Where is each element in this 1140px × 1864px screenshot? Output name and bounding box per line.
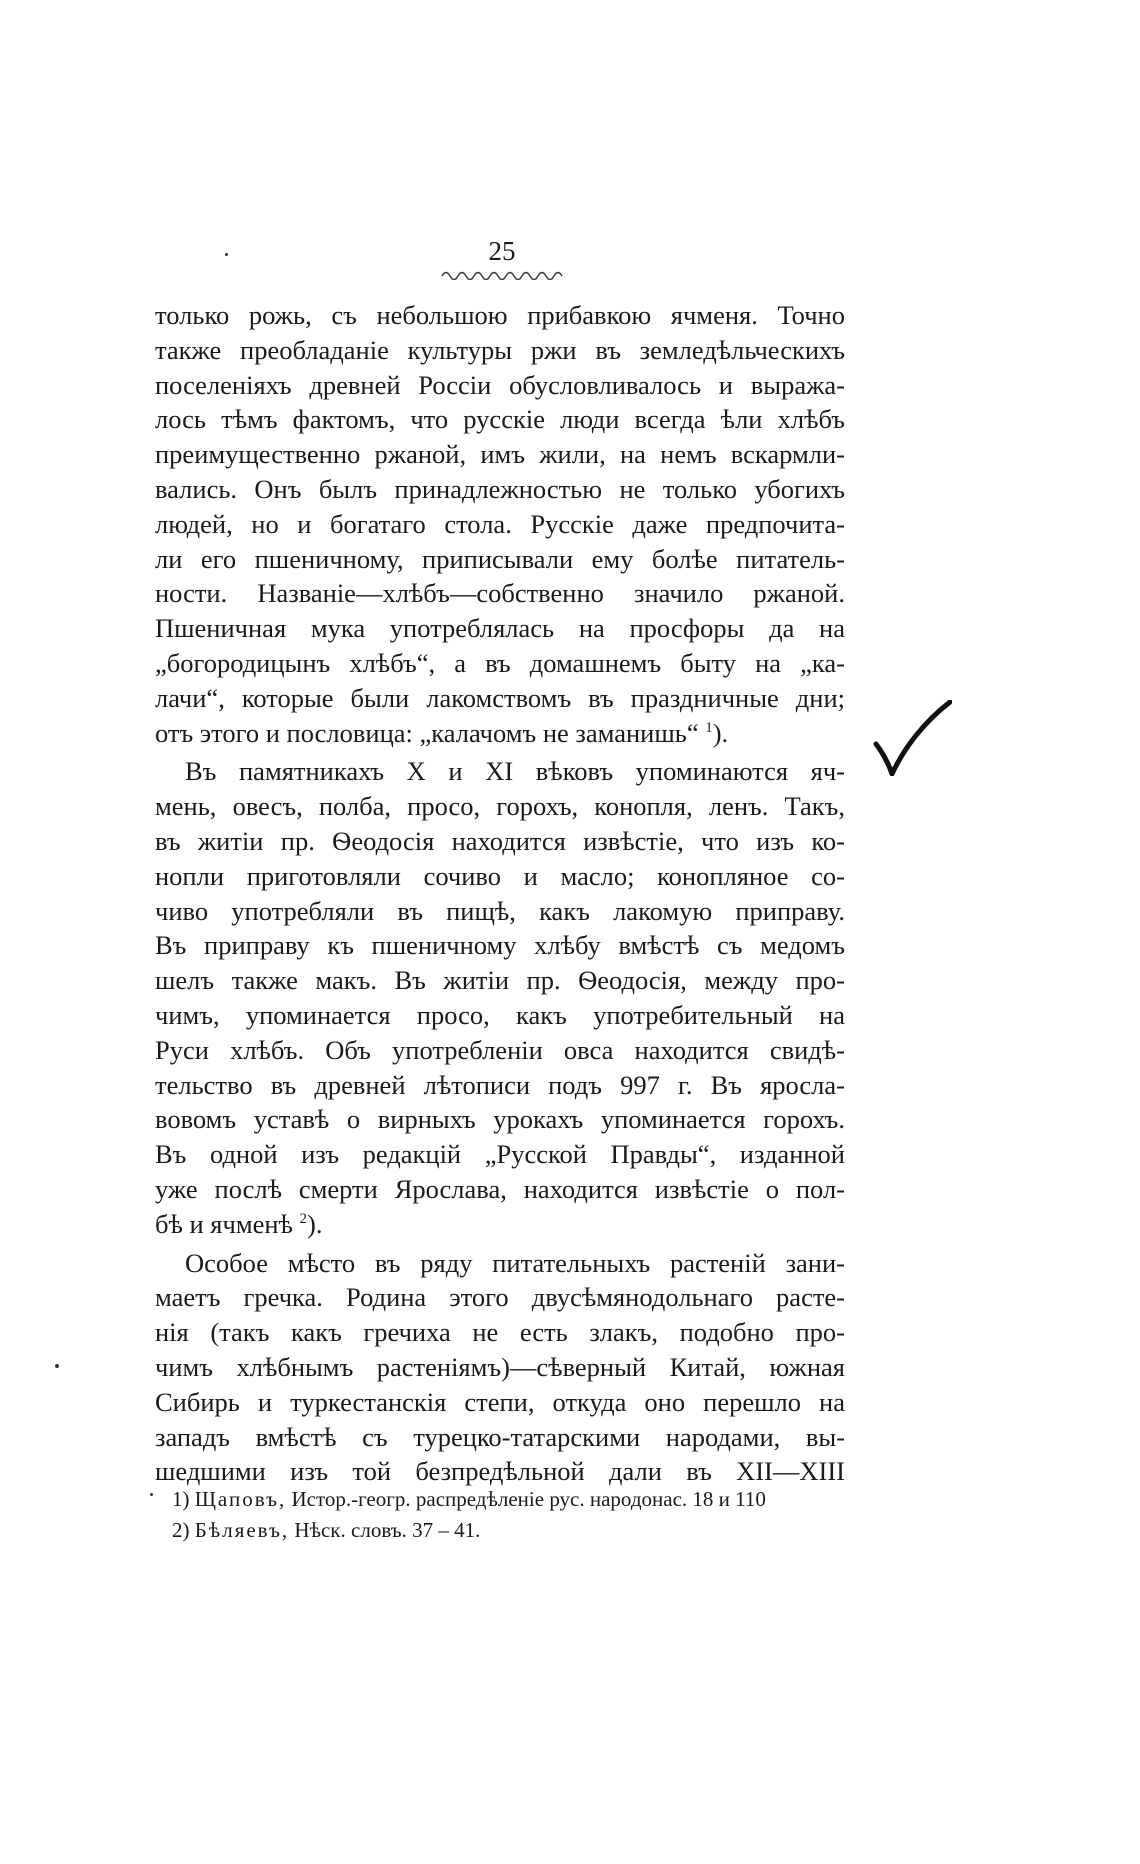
footnote: 2) Бѣляевъ, Нѣск. словъ. 37 – 41. (172, 1518, 481, 1542)
footnote-ref-1: 1 (705, 719, 713, 736)
footnote-author: Бѣляевъ, (194, 1518, 290, 1542)
text-line-content: бѣ и ячменѣ (155, 1208, 293, 1239)
text-line: только рожь, съ небольшою прибавкою ячменя. Точно (155, 300, 845, 330)
text-line: поселеніяхъ древней Россіи обусловливалось и выража- (155, 369, 845, 400)
text-line: уже послѣ смерти Ярослава, находится извѣстіе о пол- (155, 1173, 845, 1204)
text-line: шедшими изъ той безпредѣльной дали въ XII—XIII (155, 1456, 845, 1487)
footnote-marker: 1 (172, 1487, 183, 1511)
page-header (440, 236, 564, 280)
text-line: шелъ также макъ. Въ житіи пр. Ѳеодосія, между про- (155, 965, 845, 996)
text-line: также преобладаніе культуры ржи въ земледѣльческихъ (155, 334, 845, 365)
text-line: вовомъ уставѣ о вирныхъ урокахъ упоминается горохъ. (155, 1104, 845, 1135)
text-line: мень, овесъ, полба, просо, горохъ, конопля, ленъ. Такъ, (155, 791, 845, 822)
text-line: людей, но и богатаго стола. Русскіе даже предпочита- (155, 508, 845, 539)
text-line: Въ приправу къ пшеничному хлѣбу вмѣстѣ съ медомъ (155, 930, 845, 961)
text-line: Пшеничная мука употреблялась на просфоры да на (155, 613, 845, 644)
text-line: чимъ, упоминается просо, какъ употребительный на (155, 999, 845, 1030)
footnote-author: Щаповъ, (194, 1487, 287, 1511)
footnote-text: Нѣск. словъ. 37 – 41. (294, 1518, 481, 1542)
text-line: Сибирь и туркестанскія степи, откуда оно перешло на (155, 1386, 845, 1417)
stray-mark (55, 1364, 59, 1368)
text-line: Особое мѣсто въ ряду питательныхъ растеній зани- (185, 1247, 845, 1278)
footnotes (172, 1484, 852, 1546)
text-line (155, 716, 845, 751)
body-text (155, 298, 845, 1489)
footnote-ref-2: 2 (299, 1210, 308, 1227)
text-line: нія (такъ какъ гречиха не есть злакъ, подобно про- (155, 1317, 845, 1348)
footnote-ref-close: ). (307, 1208, 323, 1239)
text-line: ли его пшеничному, приписывали ему болѣе питатель- (155, 543, 845, 574)
footnote: 1) Щаповъ, Истор.-геогр. распредѣленіе рус. народонас. 18 и 110 (172, 1487, 766, 1511)
text-line: западъ вмѣстѣ съ турецко-татарскими народами, вы- (155, 1421, 845, 1452)
text-line: Въ памятникахъ X и XI вѣковъ упоминаются яч- (185, 756, 845, 787)
footnote-ref-close: ). (712, 717, 729, 748)
text-line: Руси хлѣбъ. Объ употребленіи овса находится свидѣ- (155, 1034, 845, 1065)
text-line: „богородицынъ хлѣбъ“, а въ домашнемъ быту на „ка- (155, 647, 845, 678)
handwritten-checkmark (872, 700, 952, 776)
text-line: тельство въ древней лѣтописи подъ 997 г. Въ яросла- (155, 1069, 845, 1100)
footnote-text: Истор.-геогр. распредѣленіе рус. народонас. 18 и 110 (291, 1487, 766, 1511)
page-number: 25 (488, 236, 516, 266)
text-line: преимущественно ржаной, имъ жили, на немъ вскармли- (155, 439, 845, 470)
text-line: чиво употребляли въ пищѣ, какъ лакомую приправу. (155, 895, 845, 926)
stray-mark (150, 1493, 153, 1496)
text-line: лось тѣмъ фактомъ, что русскіе люди всегда ѣли хлѣбъ (155, 404, 845, 435)
text-line: маетъ гречка. Родина этого двусѣмянодольнаго расте- (155, 1282, 845, 1313)
text-line: въ житіи пр. Ѳеодосія находится извѣстіе, что изъ ко- (155, 825, 845, 856)
text-line: чимъ хлѣбнымъ растеніямъ)—сѣверный Китай, южная (155, 1351, 845, 1382)
text-line (155, 1207, 845, 1242)
footnote-marker: 2 (172, 1518, 183, 1542)
wavy-ornament (440, 266, 564, 280)
stray-mark (225, 253, 228, 256)
text-line: лачи“, которые были лакомствомъ въ праздничные дни; (155, 682, 845, 713)
text-line: вались. Онъ былъ принадлежностью не только убогихъ (155, 473, 845, 504)
text-line: Въ одной изъ редакцій „Русской Правды“, изданной (155, 1139, 845, 1170)
text-line: нопли приготовляли сочиво и масло; конопляное со- (155, 860, 845, 891)
text-line: ности. Названіе—хлѣбъ—собственно значило ржаной. (155, 578, 845, 609)
text-line-content: отъ этого и пословица: „калачомъ не заманишь“ (155, 717, 699, 748)
